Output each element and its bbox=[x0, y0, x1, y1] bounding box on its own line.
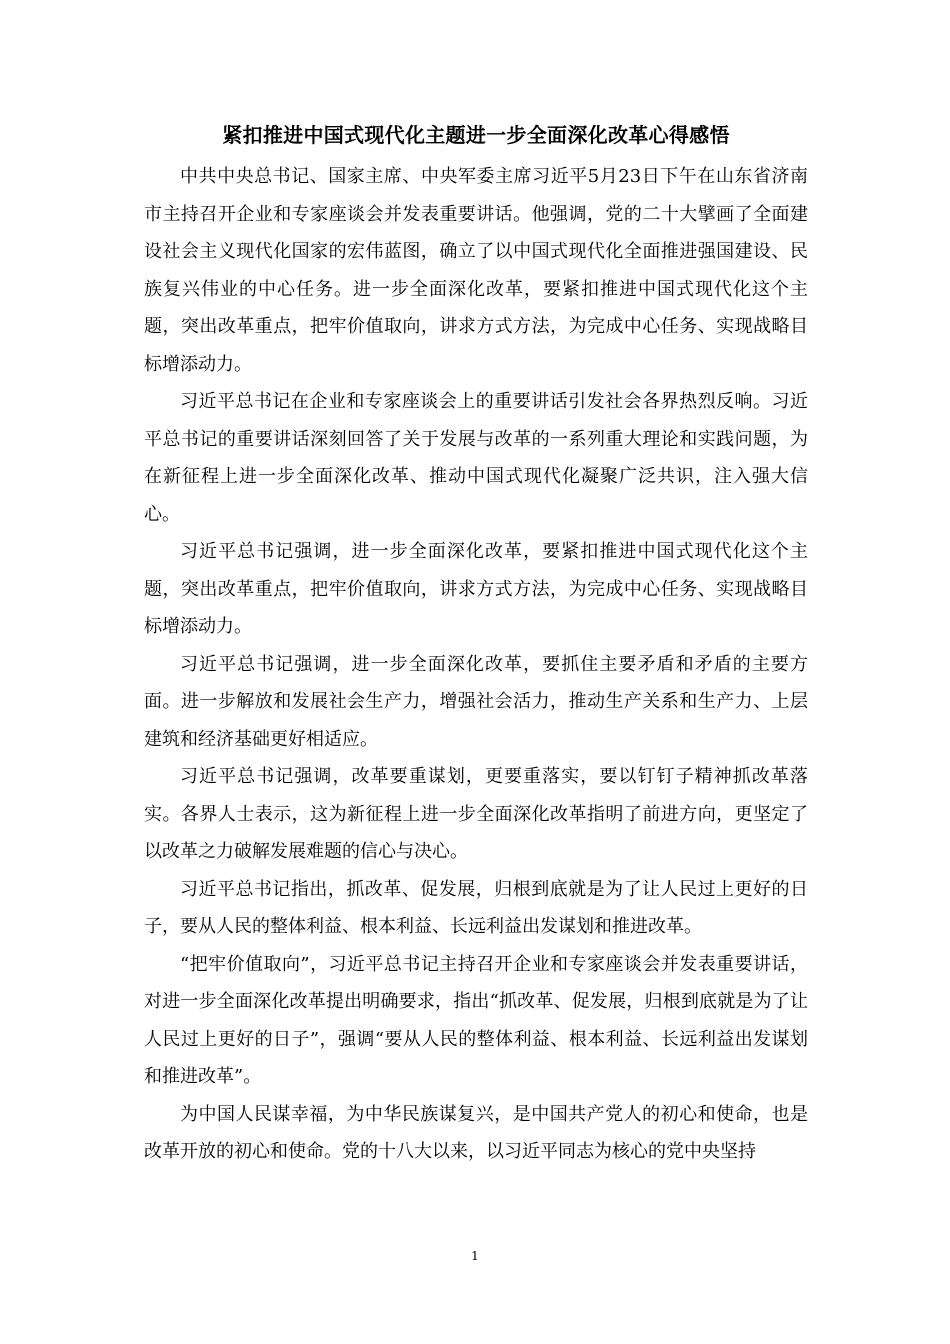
document-title: 紧扣推进中国式现代化主题进一步全面深化改革心得感悟 bbox=[222, 123, 730, 147]
paragraph-8: 为中国人民谋幸福，为中华民族谋复兴，是中国共产党人的初心和使命，也是改革开放的初心和使命。党的十八大以来，以习近平同志为核心的党中央坚持 bbox=[144, 1103, 808, 1162]
paragraph-6: 习近平总书记指出，抓改革、促发展，归根到底就是为了让人民过上更好的日子，要从人民的整体利益、根本利益、长远利益出发谋划和推进改革。 bbox=[144, 878, 808, 937]
paragraph-3: 习近平总书记强调，进一步全面深化改革，要紧扣推进中国式现代化这个主题，突出改革重点，把牢价值取向，讲求方式方法，为完成中心任务、实现战略目标增添动力。 bbox=[144, 541, 808, 637]
paragraph-2: 习近平总书记在企业和专家座谈会上的重要讲话引发社会各界热烈反响。习近平总书记的重要讲话深刻回答了关于发展与改革的一系列重大理论和实践问题，为在新征程上进一步全面深化改革、推动中国式现代化凝聚广泛共识，注入强大信心。 bbox=[144, 391, 808, 525]
paragraph-1: 中共中央总书记、国家主席、中央军委主席习近平5月23日下午在山东省济南市主持召开企业和专家座谈会并发表重要讲话。他强调，党的二十大擘画了全面建设社会主义现代化国家的宏伟蓝图，确立了以中国式现代化全面推进强国建设、民族复兴伟业的中心任务。进一步全面深化改革，要紧扣推进中国式现代化这个主题，突出改革重点，把牢价值取向，讲求方式方法，为完成中心任务、实现战略目标增添动力。 bbox=[144, 166, 808, 375]
paragraph-4: 习近平总书记强调，进一步全面深化改革，要抓住主要矛盾和矛盾的主要方面。进一步解放和发展社会生产力，增强社会活力，推动生产关系和生产力、上层建筑和经济基础更好相适应。 bbox=[144, 653, 808, 750]
paragraph-5: 习近平总书记强调，改革要重谋划，更要重落实，要以钉钉子精神抓改革落实。各界人士表示，这为新征程上进一步全面深化改革指明了前进方向，更坚定了以改革之力破解发展难题的信心与决心。 bbox=[144, 766, 808, 862]
page-number: 1 bbox=[471, 1249, 479, 1263]
paragraph-7: “把牢价值取向”，习近平总书记主持召开企业和专家座谈会并发表重要讲话，对进一步全面深化改革提出明确要求，指出“抓改革、促发展，归根到底就是为了让人民过上更好的日子”，强调“要从人民的整体利益、根本利益、长远利益出发谋划和推进改革”。 bbox=[144, 953, 808, 1087]
document-body bbox=[144, 158, 808, 1171]
